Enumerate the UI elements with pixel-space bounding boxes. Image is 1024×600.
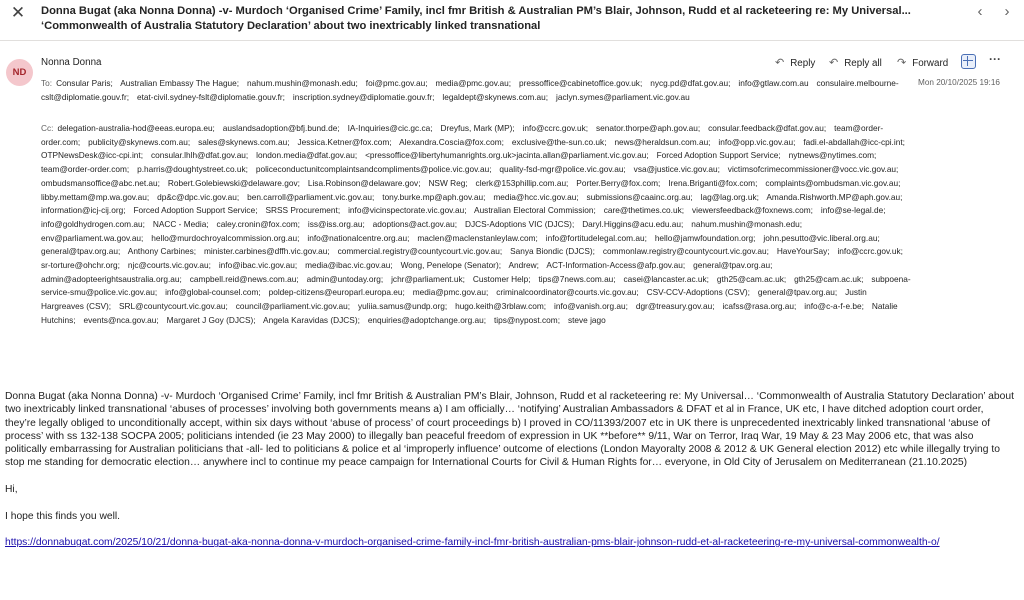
recipient[interactable]: foi@pmc.gov.au; [365, 78, 428, 88]
recipient[interactable]: Consular Paris; [56, 78, 113, 88]
recipient[interactable]: nahum.mushin@monash.edu; [691, 218, 803, 229]
recipient[interactable]: Daryl.Higgins@acu.edu.au; [582, 218, 684, 229]
previous-message-icon[interactable]: ‹ [977, 3, 983, 20]
recipient[interactable]: team@order-order.com; [41, 123, 884, 147]
recipient[interactable]: steve jago [567, 314, 606, 325]
recipient[interactable]: london.media@dfat.gov.au; [256, 150, 358, 161]
recipient[interactable]: media@hcc.vic.gov.au; [493, 191, 579, 202]
recipient[interactable]: info@ccrc.gov.uk; [837, 246, 903, 257]
recipient[interactable]: adoptions@act.gov.au; [372, 218, 458, 229]
sender-name: Nonna Donna [41, 57, 102, 68]
recipient[interactable]: caley.cronin@fox.com; [216, 218, 300, 229]
recipient[interactable]: complaints@ombudsman.vic.gov.au; [765, 177, 901, 188]
recipient[interactable]: dp&c@dpc.vic.gov.au; [157, 191, 240, 202]
recipient[interactable]: subpoena-service-smu@police.vic.gov.au; [41, 273, 911, 298]
recipient[interactable]: info@vicinspectorate.vic.gov.au; [348, 205, 467, 216]
recipient[interactable]: Angela Karavidas (DJCS); [263, 314, 360, 325]
recipient[interactable]: env@parliament.wa.gov.au; [41, 232, 144, 243]
recipient[interactable]: Australian Electoral Commission; [474, 205, 596, 216]
recipient[interactable]: ACT-Information-Access@afp.gov.au; [546, 260, 686, 271]
reply-label: Reply [790, 58, 816, 69]
recipient[interactable]: Natalie Hutchins; [41, 301, 898, 325]
recipient[interactable]: Jessica.Ketner@fox.com; [297, 136, 392, 147]
recipient[interactable]: Irena.Briganti@fox.com; [668, 177, 758, 188]
avatar: ND [6, 59, 33, 86]
recipient[interactable]: OTPNewsDesk@icc-cpi.int; [41, 150, 144, 161]
recipient[interactable]: jaclyn.symes@parliament.vic.gov.au [556, 91, 690, 102]
recipient[interactable]: NACC - Media; [152, 218, 209, 229]
recipient[interactable]: delegation-australia-hod@eeas.europa.eu; [57, 123, 215, 133]
recipient[interactable]: council@parliament.vic.gov.au; [235, 301, 351, 312]
recipient[interactable]: HaveYourSay; [776, 246, 830, 257]
recipient[interactable]: <pressoffice@libertyhumanrights.org.uk>jacinta.allan@parliament.vic.gov.au; [365, 150, 649, 161]
recipient[interactable]: sr-torture@ohchr.org; [41, 260, 120, 271]
recipient[interactable]: SRL@countycourt.vic.gov.au; [119, 301, 228, 312]
recipient[interactable]: publicity@skynews.com.au; [88, 136, 191, 147]
recipient[interactable]: admin@adopteerightsaustralia.org.au; [41, 273, 182, 284]
recipient[interactable]: general@tpav.org.au; [693, 260, 773, 271]
recipient[interactable]: info@nationalcentre.org.au; [307, 232, 410, 243]
recipient[interactable]: sales@skynews.com.au; [198, 136, 290, 147]
recipient[interactable]: Lisa.Robinson@delaware.gov; [307, 177, 421, 188]
close-icon[interactable]: ✕ [10, 3, 26, 22]
recipient[interactable]: Anthony Carbines; [127, 246, 197, 257]
recipient[interactable]: campbell.reid@news.com.au; [189, 273, 299, 284]
recipient[interactable]: jchr@parliament.uk; [391, 273, 465, 284]
forward-icon: ↷ [897, 57, 907, 69]
recipient[interactable]: commercial.registry@countycourt.vic.gov.au; [337, 246, 503, 257]
recipient[interactable]: quality-fsd-mgr@police.vic.gov.au; [499, 164, 626, 175]
recipient[interactable]: Forced Adoption Support Service; [133, 205, 258, 216]
recipient[interactable]: admin@untoday.org; [306, 273, 384, 284]
recipient[interactable]: info@opp.vic.gov.au; [718, 136, 796, 147]
body-greeting: Hi, [5, 484, 18, 496]
recipient[interactable]: gth25@cam.ac.uk; [794, 273, 864, 284]
recipient[interactable]: info@ibac.vic.gov.au; [218, 260, 298, 271]
recipient[interactable]: yuliia.samus@undp.org; [358, 301, 448, 312]
reply-all-label: Reply all [844, 58, 882, 69]
recipient[interactable]: gth25@cam.ac.uk; [716, 273, 787, 284]
recipient[interactable]: Forced Adoption Support Service; [656, 150, 781, 161]
recipient[interactable]: icafss@rasa.org.au; [722, 301, 797, 312]
recipient[interactable]: commonlaw.registry@countycourt.vic.gov.au; [602, 246, 769, 257]
recipient[interactable]: exclusive@the-sun.co.uk; [511, 136, 607, 147]
recipient[interactable]: vsa@justice.vic.gov.au; [633, 164, 720, 175]
recipient[interactable]: team@order-order.com; [41, 164, 130, 175]
recipient[interactable]: Wong, Penelope (Senator); [400, 260, 502, 271]
recipient[interactable]: CSV-CCV-Adoptions (CSV); [646, 287, 750, 298]
reply-icon: ↶ [775, 57, 785, 69]
recipient[interactable]: minister.carbines@dffh.vic.gov.au; [203, 246, 330, 257]
recipient[interactable]: Justin Hargreaves (CSV); [41, 287, 867, 312]
reply-button[interactable] [775, 56, 815, 70]
body-link[interactable]: https://donnabugat.com/2025/10/21/donna-bugat-aka-nonna-donna-v-murdoch-organised-crime-family-incl-fmr-british-australian-pms-blair-johnson-rudd-et-al-racketeering-re-my-universal-commonwealth-o/ [5, 537, 940, 549]
recipient[interactable]: enquiries@adoptchange.org.au; [367, 314, 487, 325]
recipient[interactable]: Amanda.Rishworth.MP@aph.gov.au; [766, 191, 903, 202]
recipient[interactable]: IA-Inquiries@cic.gc.ca; [347, 123, 433, 133]
recipient[interactable]: auslandsadoption@bfj.bund.de; [222, 123, 340, 133]
sent-date: Mon 20/10/2025 19:16 [918, 78, 1000, 87]
recipient[interactable]: NSW Reg; [428, 177, 468, 188]
recipient[interactable]: hugo.keith@3rblaw.com; [455, 301, 547, 312]
recipient[interactable]: info@gtlaw.com.au [738, 78, 809, 88]
reply-all-icon: ↶ [829, 57, 839, 69]
recipient[interactable]: libby.mettam@mp.wa.gov.au; [41, 191, 150, 202]
recipient[interactable]: tips@nypost.com; [493, 314, 561, 325]
recipient[interactable]: submissions@caainc.org.au; [586, 191, 693, 202]
recipient[interactable]: consulaire.melbourne-cslt@diplomatie.gouv.fr; [41, 78, 899, 102]
recipient[interactable]: Customer Help; [472, 273, 531, 284]
recipient[interactable]: lag@lag.org.uk; [700, 191, 759, 202]
immersive-reader-icon[interactable] [961, 54, 976, 69]
recipient[interactable]: care@thetimes.co.uk; [603, 205, 685, 216]
body-paragraph: Donna Bugat (aka Nonna Donna) -v- Murdoch ‘Organised Crime’ Family, incl fmr British & Australian PM’s Blair, Johnson, Rudd et al racketeering re: My Universal… ‘Commonwealth of Australia Statutory Declaration’ about two inextricably linked transnational ‘abuses of processes’ involving both governments means a) I am officially… ‘notifying’ Australian Ambassadors & DFAT et al in France, UK etc, I have ditched adoption court order, they’re legally obliged to unconditionally accept, within six days without ‘abuse of process’ of court proceedings b) I proved in CO/11393/2007 etc in UK there is unprecedented inextricably linked transnational ‘abuse of process’ with ss 132-138 SOCPA 2005; politicians intended (ie 23 May 2000) to illegally ban peaceful freedom of expression in UK **before** 9/11, War on Terror, Iraq War, 19 May & 23 May 2006 etc, that was also politically embarrassing for Australian politicians that -all- led to politicians & police et al ‘improperly influence’ outcome of elections (London Mayoralty 2008 & 2012 & UK General election 2012) etc while illegally trying to stop me standing for democratic election… anywhere incl to continue my peace campaign for International Courts for Civil & Human Rights for… everyone, in Old City of Jerusalem on Mediterranean (21.10.2025) [5, 391, 1014, 469]
recipient[interactable]: iss@iss.org.au; [307, 218, 365, 229]
recipient[interactable]: Porter.Berry@fox.com; [576, 177, 661, 188]
recipient[interactable]: Andrew; [508, 260, 539, 271]
recipient[interactable]: hello@murdochroyalcommission.org.au; [151, 232, 300, 243]
recipient[interactable]: njc@courts.vic.gov.au; [127, 260, 211, 271]
next-message-icon[interactable]: › [1004, 3, 1010, 20]
recipient[interactable]: SRSS Procurement; [265, 205, 341, 216]
to-label: To: [41, 78, 53, 88]
email-subject: Donna Bugat (aka Nonna Donna) -v- Murdoch ‘Organised Crime’ Family, incl fmr British & Australian PM’s Blair, Johnson, Rudd et al racketeering re: My Universal... ‘Commonwealth of Australia Statutory Declaration’ about two inextricably linked transnational [41, 5, 911, 32]
cc-recipients [41, 122, 911, 328]
cc-label: Cc: [41, 123, 54, 133]
recipient[interactable]: DJCS-Adoptions VIC (DJCS); [464, 218, 575, 229]
recipient[interactable]: consular.feedback@dfat.gov.au; [708, 123, 827, 133]
recipient[interactable]: Robert.Golebiewski@delaware.gov; [167, 177, 300, 188]
body-hope: I hope this finds you well. [5, 510, 121, 522]
recipient[interactable]: legaldept@skynews.com.au; [442, 91, 549, 102]
recipient[interactable]: information@icj-cij.org; [41, 205, 126, 216]
recipient[interactable]: info@vanish.org.au; [553, 301, 628, 312]
recipient[interactable]: ben.carroll@parliament.vic.gov.au; [247, 191, 375, 202]
recipient[interactable]: tips@7news.com.au; [538, 273, 616, 284]
recipient[interactable]: general@tpav.org.au; [41, 246, 121, 257]
recipient[interactable]: nycg.pd@dfat.gov.au; [650, 78, 731, 88]
recipient[interactable]: info@se-legal.de; [820, 205, 886, 216]
recipient[interactable]: info@c-a-f-e.be; [804, 301, 864, 312]
recipient[interactable]: clerk@153phillip.com.au; [475, 177, 569, 188]
recipient[interactable]: criminalcoordinator@courts.vic.gov.au; [496, 287, 639, 298]
recipient[interactable]: info@ccrc.gov.uk; [522, 123, 589, 133]
recipient[interactable]: viewersfeedback@foxnews.com; [691, 205, 813, 216]
recipient[interactable]: maclen@maclenstanleylaw.com; [417, 232, 538, 243]
subject-header [0, 0, 1024, 41]
recipient[interactable]: info@goldhydrogen.com.au; [41, 218, 145, 229]
recipient[interactable]: media@pmc.gov.au; [435, 78, 512, 88]
recipient[interactable]: dgr@treasury.gov.au; [635, 301, 715, 312]
recipient[interactable]: media@ibac.vic.gov.au; [305, 260, 393, 271]
recipient[interactable]: info@global-counsel.com; [165, 287, 261, 298]
recipient[interactable]: fadi.el-abdallah@icc-cpi.int; [803, 136, 905, 147]
recipient[interactable]: Sanya Biondic (DJCS); [510, 246, 595, 257]
recipient[interactable]: info@fortitudelegal.com.au; [545, 232, 647, 243]
recipient[interactable]: tony.burke.mp@aph.gov.au; [382, 191, 486, 202]
recipient[interactable]: pressoffice@cabinetoffice.gov.uk; [519, 78, 643, 88]
recipient[interactable]: events@nca.gov.au; [83, 314, 159, 325]
recipient[interactable]: Margaret J Goy (DJCS); [166, 314, 256, 325]
recipient[interactable]: ombudsmansoffice@abc.net.au; [41, 177, 160, 188]
to-recipients [41, 77, 911, 104]
reply-all-button[interactable] [829, 56, 882, 70]
message-body [5, 390, 1017, 550]
recipient[interactable]: Alexandra.Coscia@fox.com; [399, 136, 504, 147]
more-actions-icon[interactable]: ··· [989, 52, 1001, 66]
recipient[interactable]: poldep-citizens@europarl.europa.eu; [268, 287, 405, 298]
recipient[interactable]: news@heraldsun.com.au; [614, 136, 711, 147]
recipient[interactable]: casei@lancaster.ac.uk; [623, 273, 709, 284]
recipient[interactable]: consular.lhlh@dfat.gov.au; [150, 150, 249, 161]
recipient[interactable]: senator.thorpe@aph.gov.au; [595, 123, 701, 133]
recipient[interactable]: policeconductunitcomplaintsandcompliments@police.vic.gov.au; [255, 164, 492, 175]
recipient[interactable]: etat-civil.sydney-fslt@diplomatie.gouv.fr; [136, 91, 285, 102]
recipient[interactable]: nahum.mushin@monash.edu; [247, 78, 358, 88]
recipient[interactable]: general@tpav.org.au; [757, 287, 838, 298]
recipient[interactable]: Dreyfus, Mark (MP); [440, 123, 515, 133]
recipient[interactable]: hello@jamwfoundation.org; [654, 232, 756, 243]
recipient[interactable]: inscription.sydney@diplomatie.gouv.fr; [292, 91, 435, 102]
forward-button[interactable] [897, 56, 948, 70]
recipient[interactable]: media@pmc.gov.au; [412, 287, 489, 298]
recipient[interactable]: Australian Embassy The Hague; [120, 78, 240, 88]
recipient[interactable]: john.pesutto@vic.liberal.org.au; [763, 232, 880, 243]
recipient[interactable]: victimsofcrimecommissioner@vocc.vic.gov.au; [727, 164, 899, 175]
forward-label: Forward [912, 58, 949, 69]
recipient[interactable]: p.harris@doughtystreet.co.uk; [137, 164, 248, 175]
recipient[interactable]: nytnews@nytimes.com; [788, 150, 877, 161]
